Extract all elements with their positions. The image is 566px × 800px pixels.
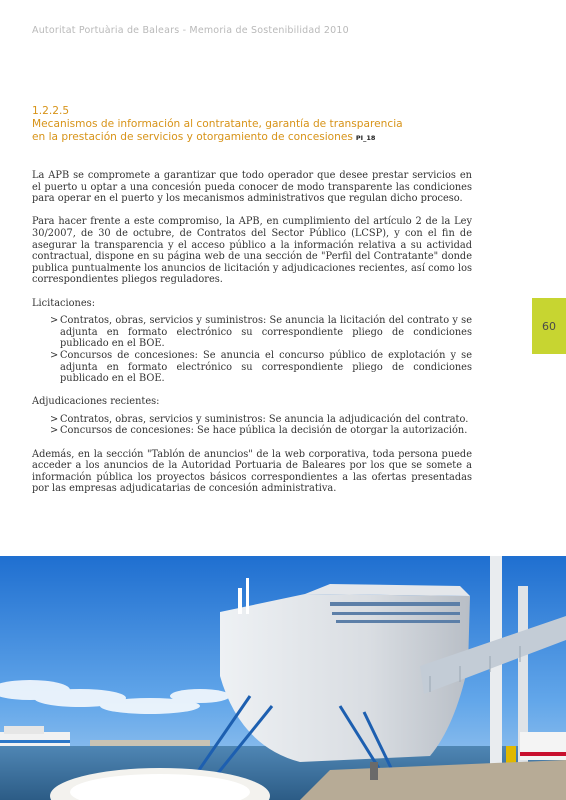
bullet-icon: >	[50, 349, 59, 361]
section-title	[32, 118, 412, 145]
cruise-ship-photo	[0, 556, 566, 800]
list-item-text: Contratos, obras, servicios y suministros: Se anuncia la licitación del contrato y se adjunta en formato electrónico su correspondiente pliego de condiciones publicado en el BOE.	[60, 315, 472, 350]
list-item	[32, 315, 472, 350]
running-header: Autoritat Portuària de Balears - Memoria de Sostenibilidad 2010	[32, 25, 349, 36]
list-item	[32, 425, 472, 437]
list-item-text: Concursos de concesiones: Se hace pública la decisión de otorgar la autorización.	[60, 425, 468, 437]
adjudicaciones-label: Adjudicaciones recientes:	[32, 396, 160, 408]
page-number: 60	[542, 319, 556, 333]
licitaciones-label: Licitaciones:	[32, 297, 95, 309]
licitaciones-list	[32, 315, 472, 385]
list-item	[32, 414, 472, 426]
bullet-icon: >	[50, 315, 59, 327]
list-item	[32, 350, 472, 385]
section-number: 1.2.2.5	[32, 105, 70, 117]
list-item-text: Contratos, obras, servicios y suministros: Se anuncia la adjudicación del contrato.	[60, 413, 469, 425]
paragraph-tablon: Además, en la sección "Tablón de anuncios" de la web corporativa, toda persona puede acceder a los anuncios de la Autoridad Portuaria de Baleares por los que se somete a información pública los proyectos básicos correspondientes a las ofertas presentadas por las empresas adjudicatarias de concesión administrativa.	[32, 448, 472, 495]
section-heading	[32, 105, 412, 145]
body-text	[32, 170, 472, 507]
bullet-icon: >	[50, 413, 59, 425]
bullet-icon: >	[50, 425, 59, 437]
indicator-reference: PI_18	[355, 134, 376, 142]
list-item-text: Concursos de concesiones: Se anuncia el concurso público de explotación y se adjunta en formato electrónico su correspondiente pliego de condiciones publicado en el BOE.	[60, 349, 472, 385]
adjudicaciones-list	[32, 414, 472, 437]
paragraph-commitment: La APB se compromete a garantizar que todo operador que desee prestar servicios en el puerto u optar a una concesión pueda conocer de modo transparente las condiciones para operar en el puerto y los mecanismos administrativos que regulan dicho proceso.	[32, 170, 472, 205]
section-title-text: Mecanismos de información al contratante, garantía de transparencia en la prestación de servicios y otorgamiento de concesiones	[32, 118, 403, 143]
paragraph-lcsp: Para hacer frente a este compromiso, la APB, en cumplimiento del artículo 2 de la Ley 30/2007, de 30 de octubre, de Contratos del Sector Público (LCSP), y con el fin de asegurar la transparencia y el acceso público a la información relativa a su actividad contractual, dispone en su página web de una sección de "Perfil del Contratante" donde publica puntualmente los anuncios de licitación y adjudicaciones recientes, así como los correspondientes pliegos reguladores.	[32, 216, 472, 286]
page-number-tab	[532, 298, 566, 354]
